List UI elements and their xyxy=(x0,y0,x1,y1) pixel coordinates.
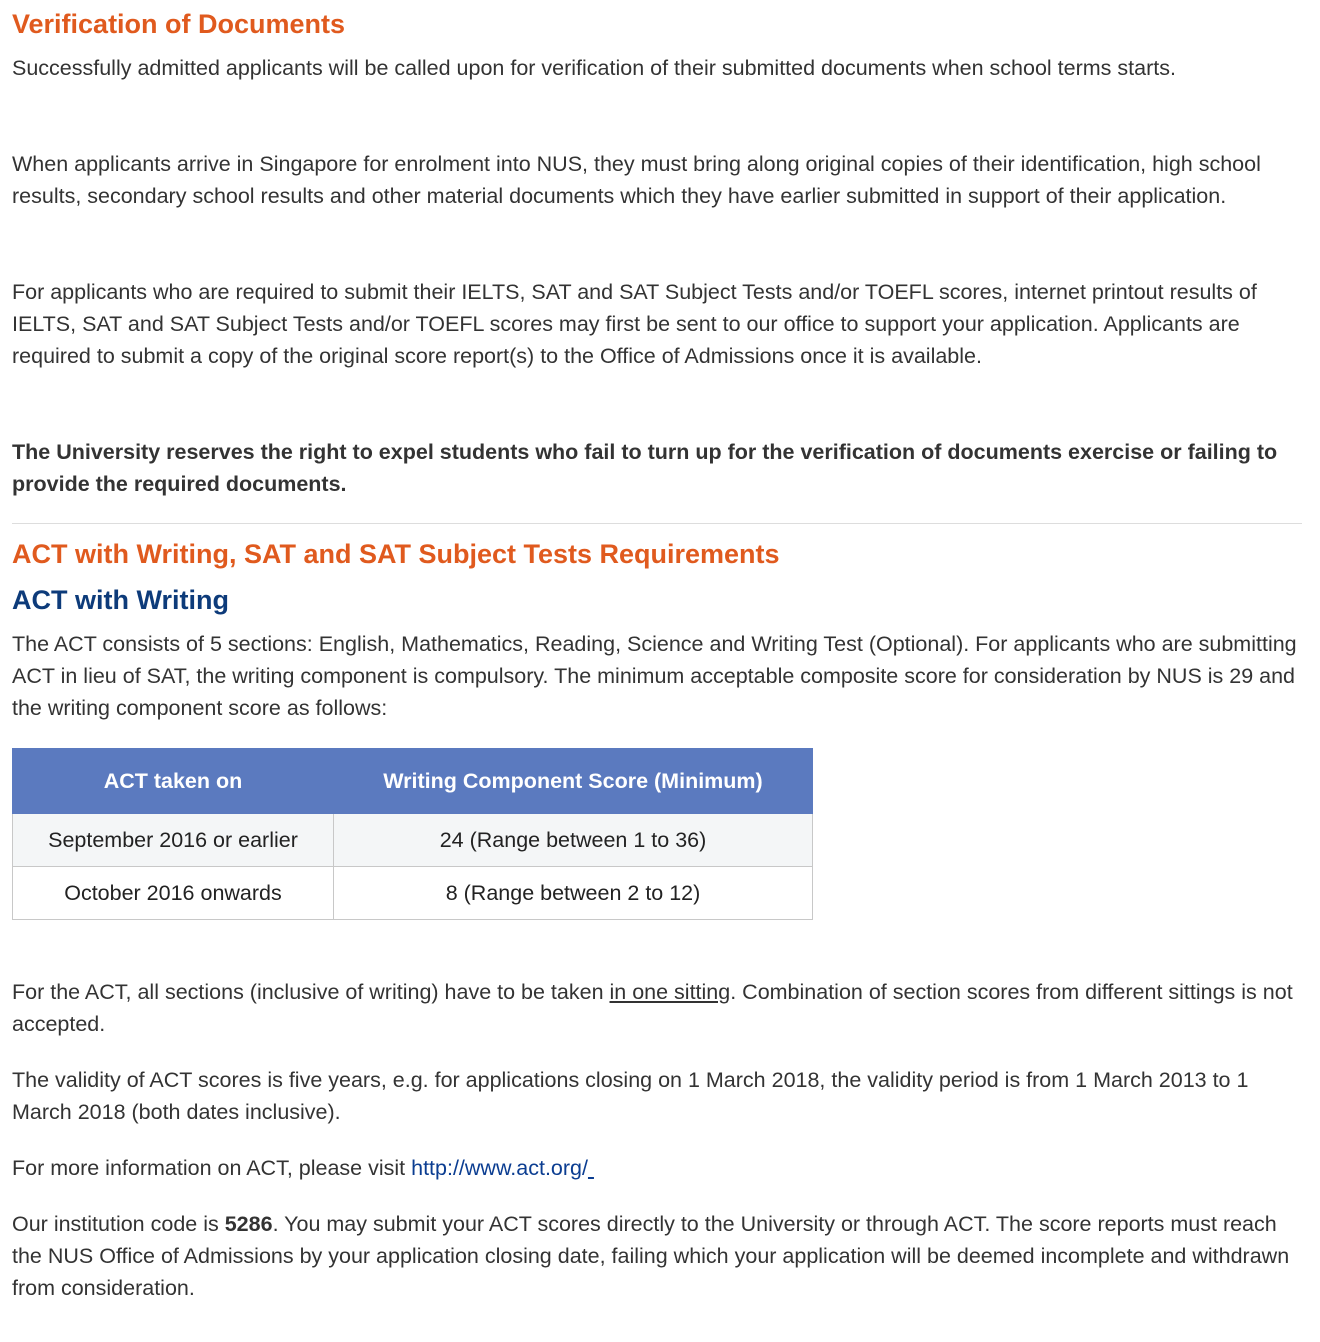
institution-code-paragraph xyxy=(12,1208,1304,1304)
more-info-text: For more information on ACT, please visit xyxy=(12,1156,412,1180)
requirements-heading: ACT with Writing, SAT and SAT Subject Tests Requirements xyxy=(12,539,780,569)
link-trailing-underline xyxy=(588,1156,594,1180)
verification-paragraph-2: When applicants arrive in Singapore for enrolment into NUS, they must bring along original copies of their identification, high school results, secondary school results and other material documents which they have earlier submitted in support of their application. xyxy=(12,152,1261,208)
table-header-act-taken-on: ACT taken on xyxy=(13,749,334,814)
one-sitting-emphasis: in one sitting xyxy=(609,980,731,1004)
one-sitting-text-after: . Combination of section scores from different sittings is not accepted. xyxy=(12,980,1293,1036)
verification-paragraph-1: Successfully admitted applicants will be called upon for verification of their submitted documents when school terms starts. xyxy=(12,56,1176,80)
one-sitting-paragraph xyxy=(12,976,1304,1040)
verification-warning: The University reserves the right to expel students who fail to turn up for the verification of documents exercise or failing to provide the required documents. xyxy=(12,440,1278,496)
institution-code: 5286 xyxy=(224,1212,273,1236)
table-header-row xyxy=(13,749,813,814)
verification-heading: Verification of Documents xyxy=(12,9,346,39)
act-intro-paragraph: The ACT consists of 5 sections: English, Mathematics, Reading, Science and Writing Test (Optional). For applicants who are submitting ACT in lieu of SAT, the writing component is compulsory. The minimum acceptable composite score for consideration by NUS is 29 and the writing component score as follows: xyxy=(12,632,1297,720)
table-cell-score: 8 (Range between 2 to 12) xyxy=(334,867,813,920)
section-divider xyxy=(12,523,1302,524)
table-header-writing-score: Writing Component Score (Minimum) xyxy=(334,749,813,814)
table-cell-date: October 2016 onwards xyxy=(13,867,334,920)
table-cell-score: 24 (Range between 1 to 36) xyxy=(334,814,813,867)
institution-text-after: . You may submit your ACT scores directly to the University or through ACT. The score reports must reach the NUS Office of Admissions by your application closing date, failing which your application will be deemed incomplete and withdrawn from consideration. xyxy=(12,1212,1290,1300)
act-website-link[interactable]: http://www.act.org/ xyxy=(411,1156,588,1180)
table-row xyxy=(13,814,813,867)
act-writing-subheading: ACT with Writing xyxy=(12,585,229,615)
one-sitting-text-before: For the ACT, all sections (inclusive of writing) have to be taken xyxy=(12,980,610,1004)
table-row xyxy=(13,867,813,920)
act-writing-score-table xyxy=(12,748,813,920)
institution-text-before: Our institution code is xyxy=(12,1212,225,1236)
validity-paragraph: The validity of ACT scores is five years, e.g. for applications closing on 1 March 2018, the validity period is from 1 March 2013 to 1 March 2018 (both dates inclusive). xyxy=(12,1068,1249,1124)
table-cell-date: September 2016 or earlier xyxy=(13,814,334,867)
verification-paragraph-3: For applicants who are required to submit their IELTS, SAT and SAT Subject Tests and/or TOEFL scores, internet printout results of IELTS, SAT and SAT Subject Tests and/or TOEFL scores may first be sent to our office to support your application. Applicants are required to submit a copy of the original score report(s) to the Office of Admissions once it is available. xyxy=(12,280,1257,368)
more-info-paragraph xyxy=(12,1152,1304,1184)
